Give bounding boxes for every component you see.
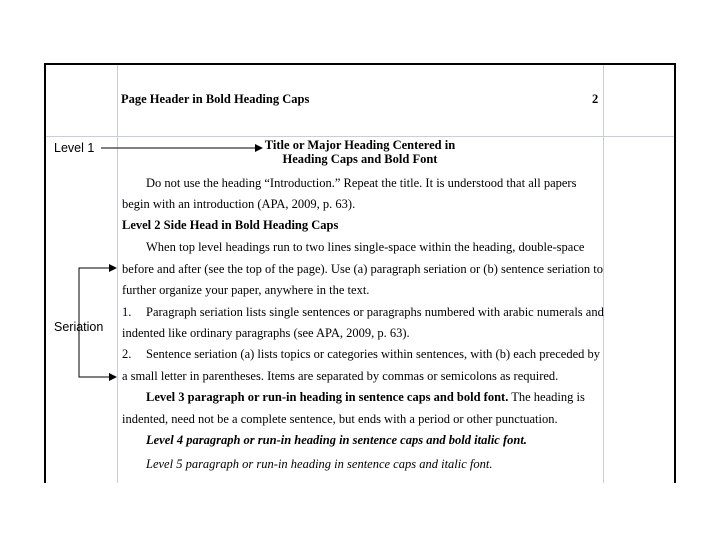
intro-line-1: Do not use the heading “Introduction.” Repeat the title. It is understood that all papers — [146, 176, 577, 190]
list-item-2-line-2: a small letter in parentheses. Items are separated by commas or semicolons as required. — [122, 369, 559, 383]
list-item-1-line-1: Paragraph seriation lists single sentences or paragraphs numbered with arabic numerals and — [146, 305, 604, 319]
page-number: 2 — [592, 92, 599, 106]
level2-line-2: before and after (see the top of the page). Use (a) paragraph seriation or (b) sentence seriation to — [122, 262, 604, 276]
page-header-title: Page Header in Bold Heading Caps — [121, 92, 310, 106]
level3-heading: Level 3 paragraph or run-in heading in sentence caps and bold font. — [146, 390, 509, 404]
seriation-annotation-label: Seriation — [54, 320, 104, 334]
level5-heading: Level 5 paragraph or run-in heading in sentence caps and italic font. — [146, 457, 493, 471]
level3-line-2: indented, need not be a complete sentence, but ends with a period or other punctuation. — [122, 412, 558, 426]
list-item-1-line-2: indented like ordinary paragraphs (see APA, 2009, p. 63). — [122, 326, 410, 340]
level2-heading: Level 2 Side Head in Bold Heading Caps — [122, 218, 339, 232]
level3-line-1 — [146, 390, 585, 405]
level2-line-3: further organize your paper, anywhere in the text. — [122, 283, 370, 297]
title-heading-line2: Heading Caps and Bold Font — [282, 152, 438, 166]
list-item-2-number: 2. — [122, 347, 132, 361]
level2-line-1: When top level headings run to two lines single-space within the heading, double-space — [146, 240, 585, 254]
level4-heading: Level 4 paragraph or run-in heading in sentence caps and bold italic font. — [146, 433, 527, 447]
list-item-2-line-1: Sentence seriation (a) lists topics or categories within sentences, with (b) each preceded by — [146, 347, 601, 361]
level1-annotation-label: Level 1 — [54, 141, 95, 155]
title-heading-line1: Title or Major Heading Centered in — [264, 138, 456, 152]
intro-line-2: begin with an introduction (APA, 2009, p. 63). — [122, 197, 356, 211]
level3-line-1-rest: The heading is — [508, 390, 585, 404]
list-item-1-number: 1. — [122, 305, 132, 319]
seriation-bracket — [79, 268, 115, 377]
